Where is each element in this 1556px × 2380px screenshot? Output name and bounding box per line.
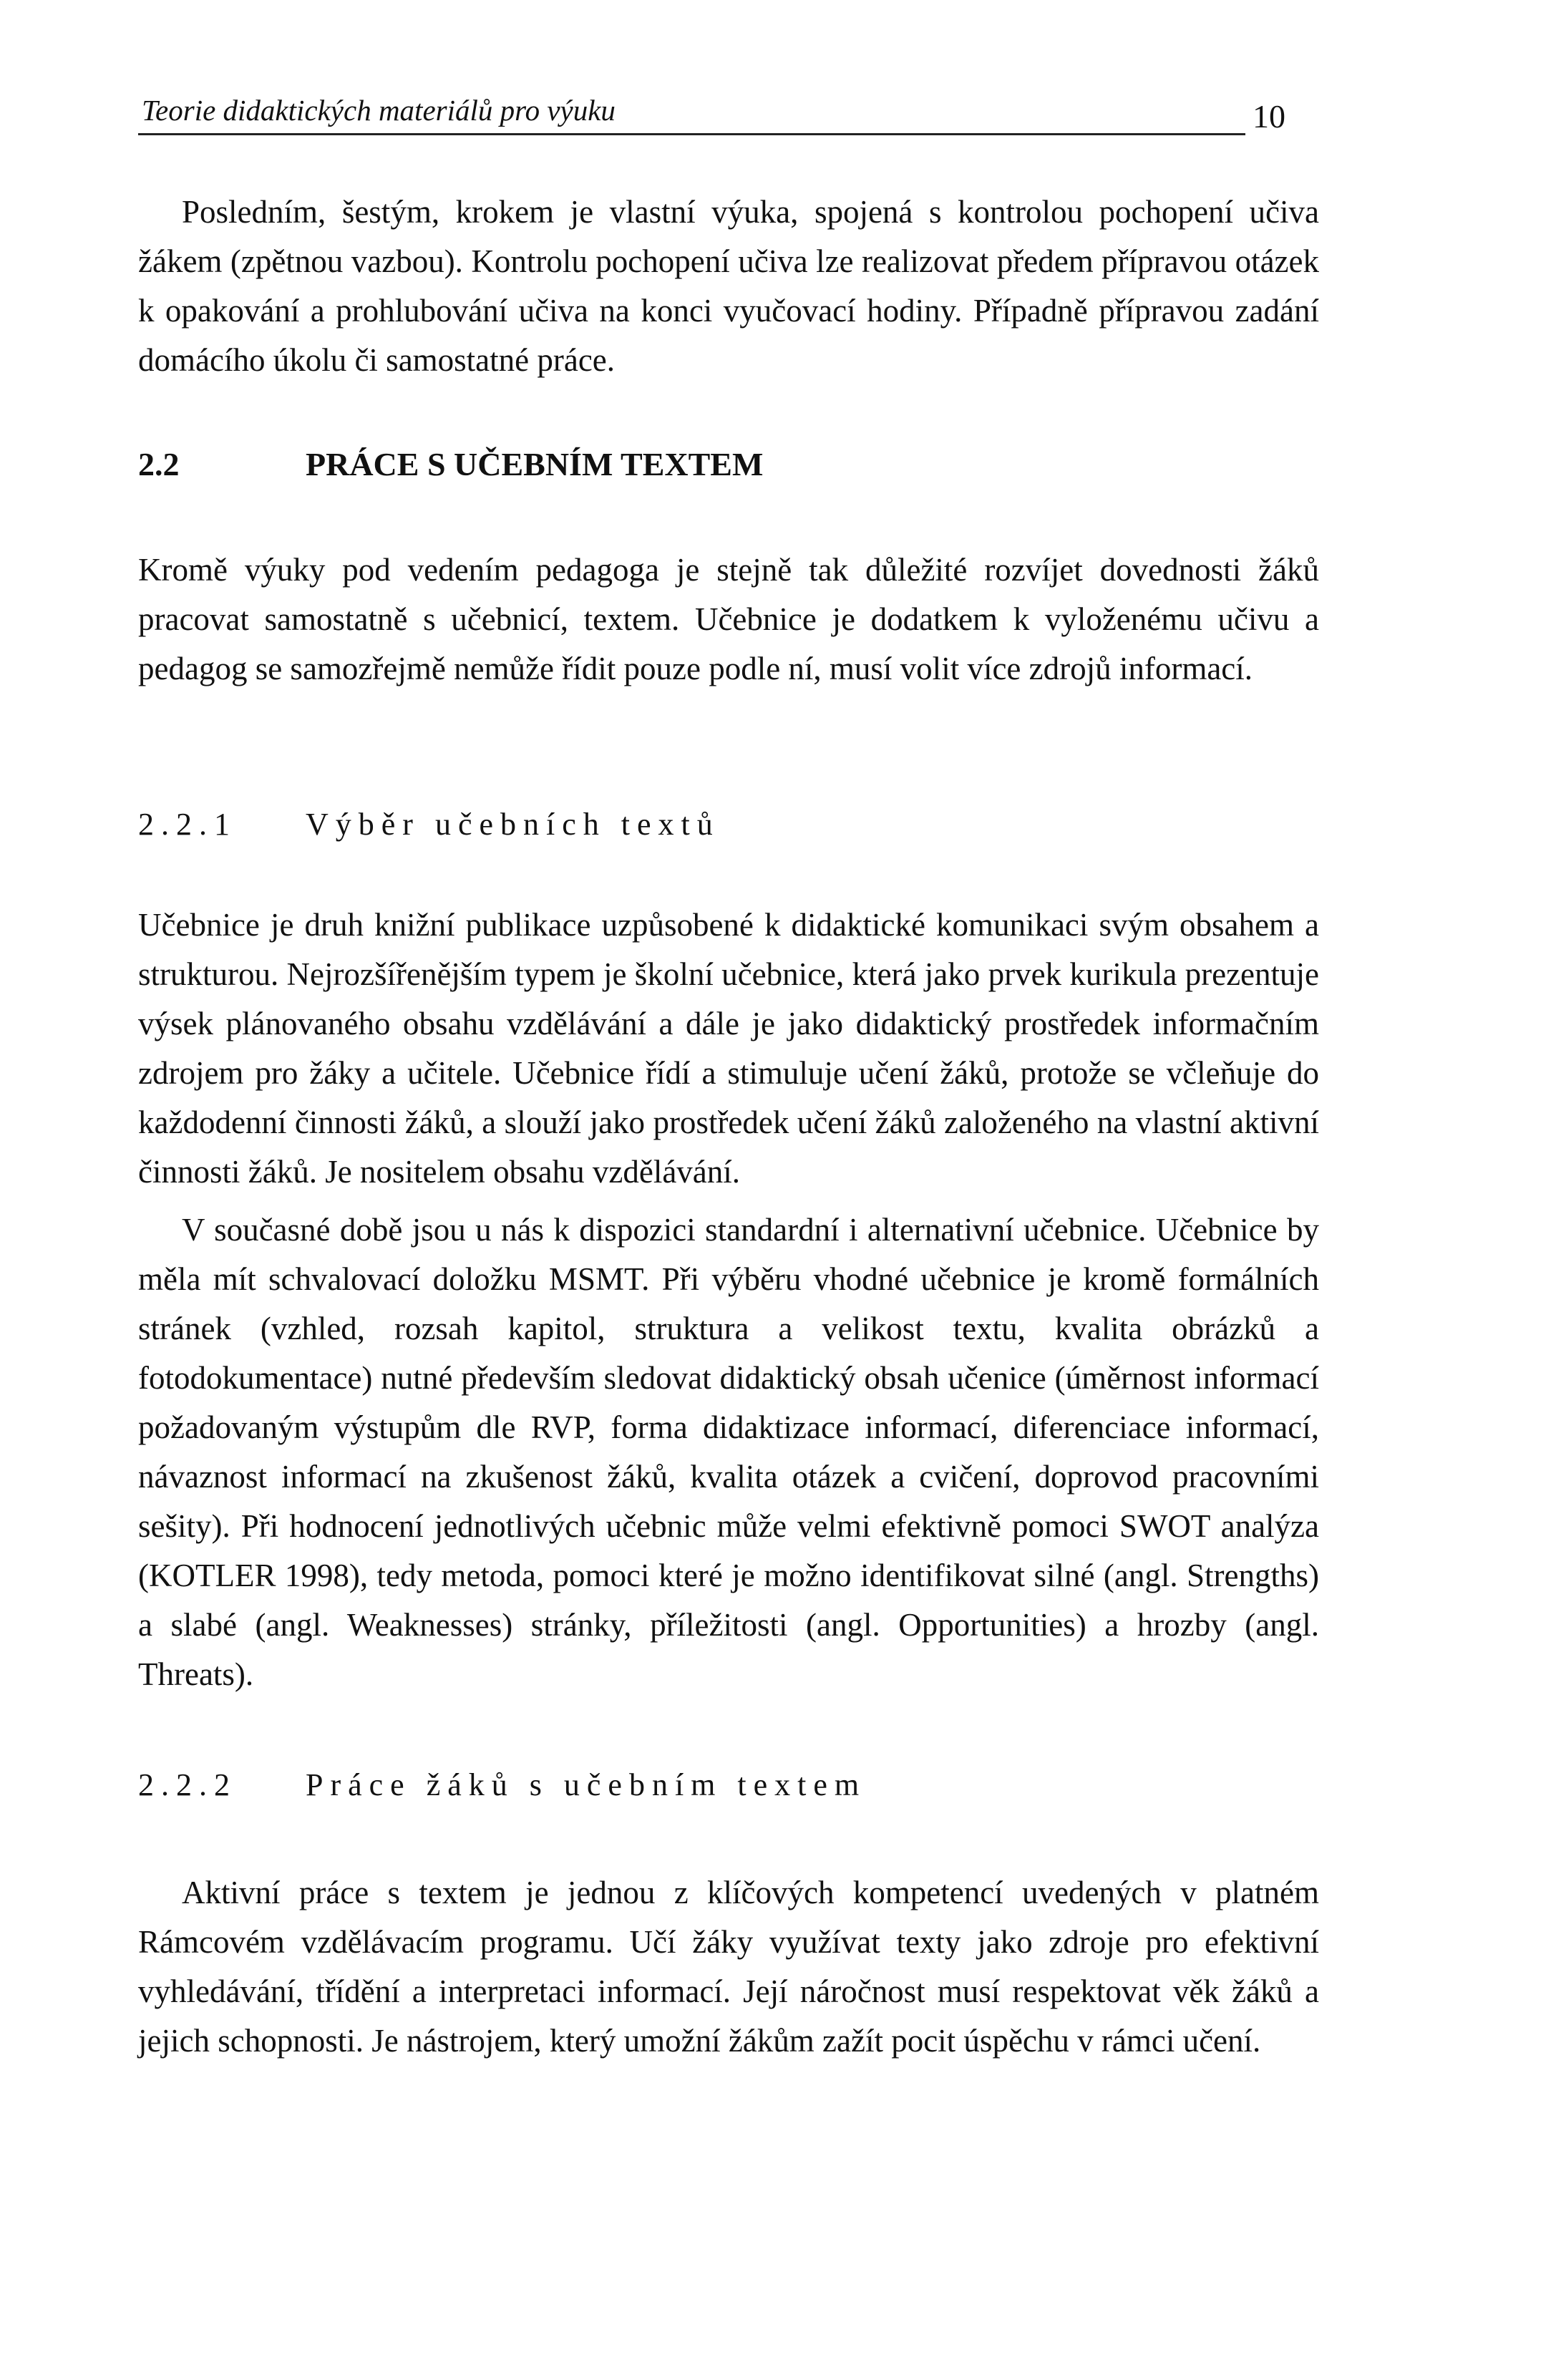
section-heading-2-2 [138,445,763,483]
paragraph-section-2-2: Kromě výuky pod vedením pedagoga je stejně tak důležité rozvíjet dovednosti žáků pracovat samostatně s učebnicí, textem. Učebnice je dodatkem k vyloženému učivu a pedagog se samozřejmě nemůže řídit pouze podle ní, musí volit více zdrojů informací. [138,552,1319,686]
subsection-title: Výběr učebních textů [306,807,720,842]
subsection-heading-2-2-2 [138,1767,866,1803]
section-title: PRÁCE S UČEBNÍM TEXTEM [306,446,764,482]
paragraph-textbook-definition: Učebnice je druh knižní publikace uzpůsobené k didaktické komunikaci svým obsahem a strukturou. Nejrozšířenějším typem je školní učebnice, která jako prvek kurikula prezentuje výsek plánovaného obsahu vzdělávání a dále je jako didaktický prostředek informačním zdrojem pro žáky a učitele. Učebnice řídí a stimuluje učení žáků, protože se včleňuje do každodenní činnosti žáků, a slouží jako prostředek učení žáků založeného na vlastní aktivní činnosti žáků. Je nositelem obsahu vzdělávání. [138,907,1319,1190]
paragraph-intro: Posledním, šestým, krokem je vlastní výuka, spojená s kontrolou pochopení učiva žákem (zpětnou vazbou). Kontrolu pochopení učiva lze realizovat předem přípravou otázek k opakování a prohlubování učiva na konci vyučovací hodiny. Případně přípravou zadání domácího úkolu či samostatné práce. [138,194,1319,378]
header-title: Teorie didaktických materiálů pro výuku [142,94,616,127]
subsection-number: 2.2.1 [138,807,237,842]
subsection-number: 2.2.2 [138,1767,237,1802]
subsection-heading-2-2-1 [138,806,720,842]
paragraph-student-work: Aktivní práce s textem je jednou z klíčových kompetencí uvedených v platném Rámcovém vzdělávacím programu. Učí žáky využívat texty jako zdroje pro efektivní vyhledávání, třídění a interpretaci informací. Její náročnost musí respektovat věk žáků a jejich schopnosti. Je nástrojem, který umožní žákům zažít pocit úspěchu v rámci učení. [138,1875,1319,2059]
paragraph-textbook-selection: V současné době jsou u nás k dispozici standardní i alternativní učebnice. Učebnice by měla mít schvalovací doložku MSMT. Při výběru vhodné učebnice je kromě formálních stránek (vzhled, rozsah kapitol, struktura a velikost textu, kvalita obrázků a fotodokumentace) nutné především sledovat didaktický obsah učenice (úměrnost informací požadovaným výstupům dle RVP, forma didaktizace informací, diferenciace informací, návaznost informací na zkušenost žáků, kvalita otázek a cvičení, doprovod pracovními sešity). Při hodnocení jednotlivých učebnic může velmi efektivně pomoci SWOT analýza (KOTLER 1998), tedy metoda, pomoci které je možno identifikovat silné (angl. Strengths) a slabé (angl. Weaknesses) stránky, příležitosti (angl. Opportunities) a hrozby (angl. Threats). [138,1212,1319,1692]
running-header [138,90,1285,135]
section-number: 2.2 [138,446,180,482]
subsection-title: Práce žáků s učebním textem [306,1767,867,1802]
page-number: 10 [1253,98,1285,135]
